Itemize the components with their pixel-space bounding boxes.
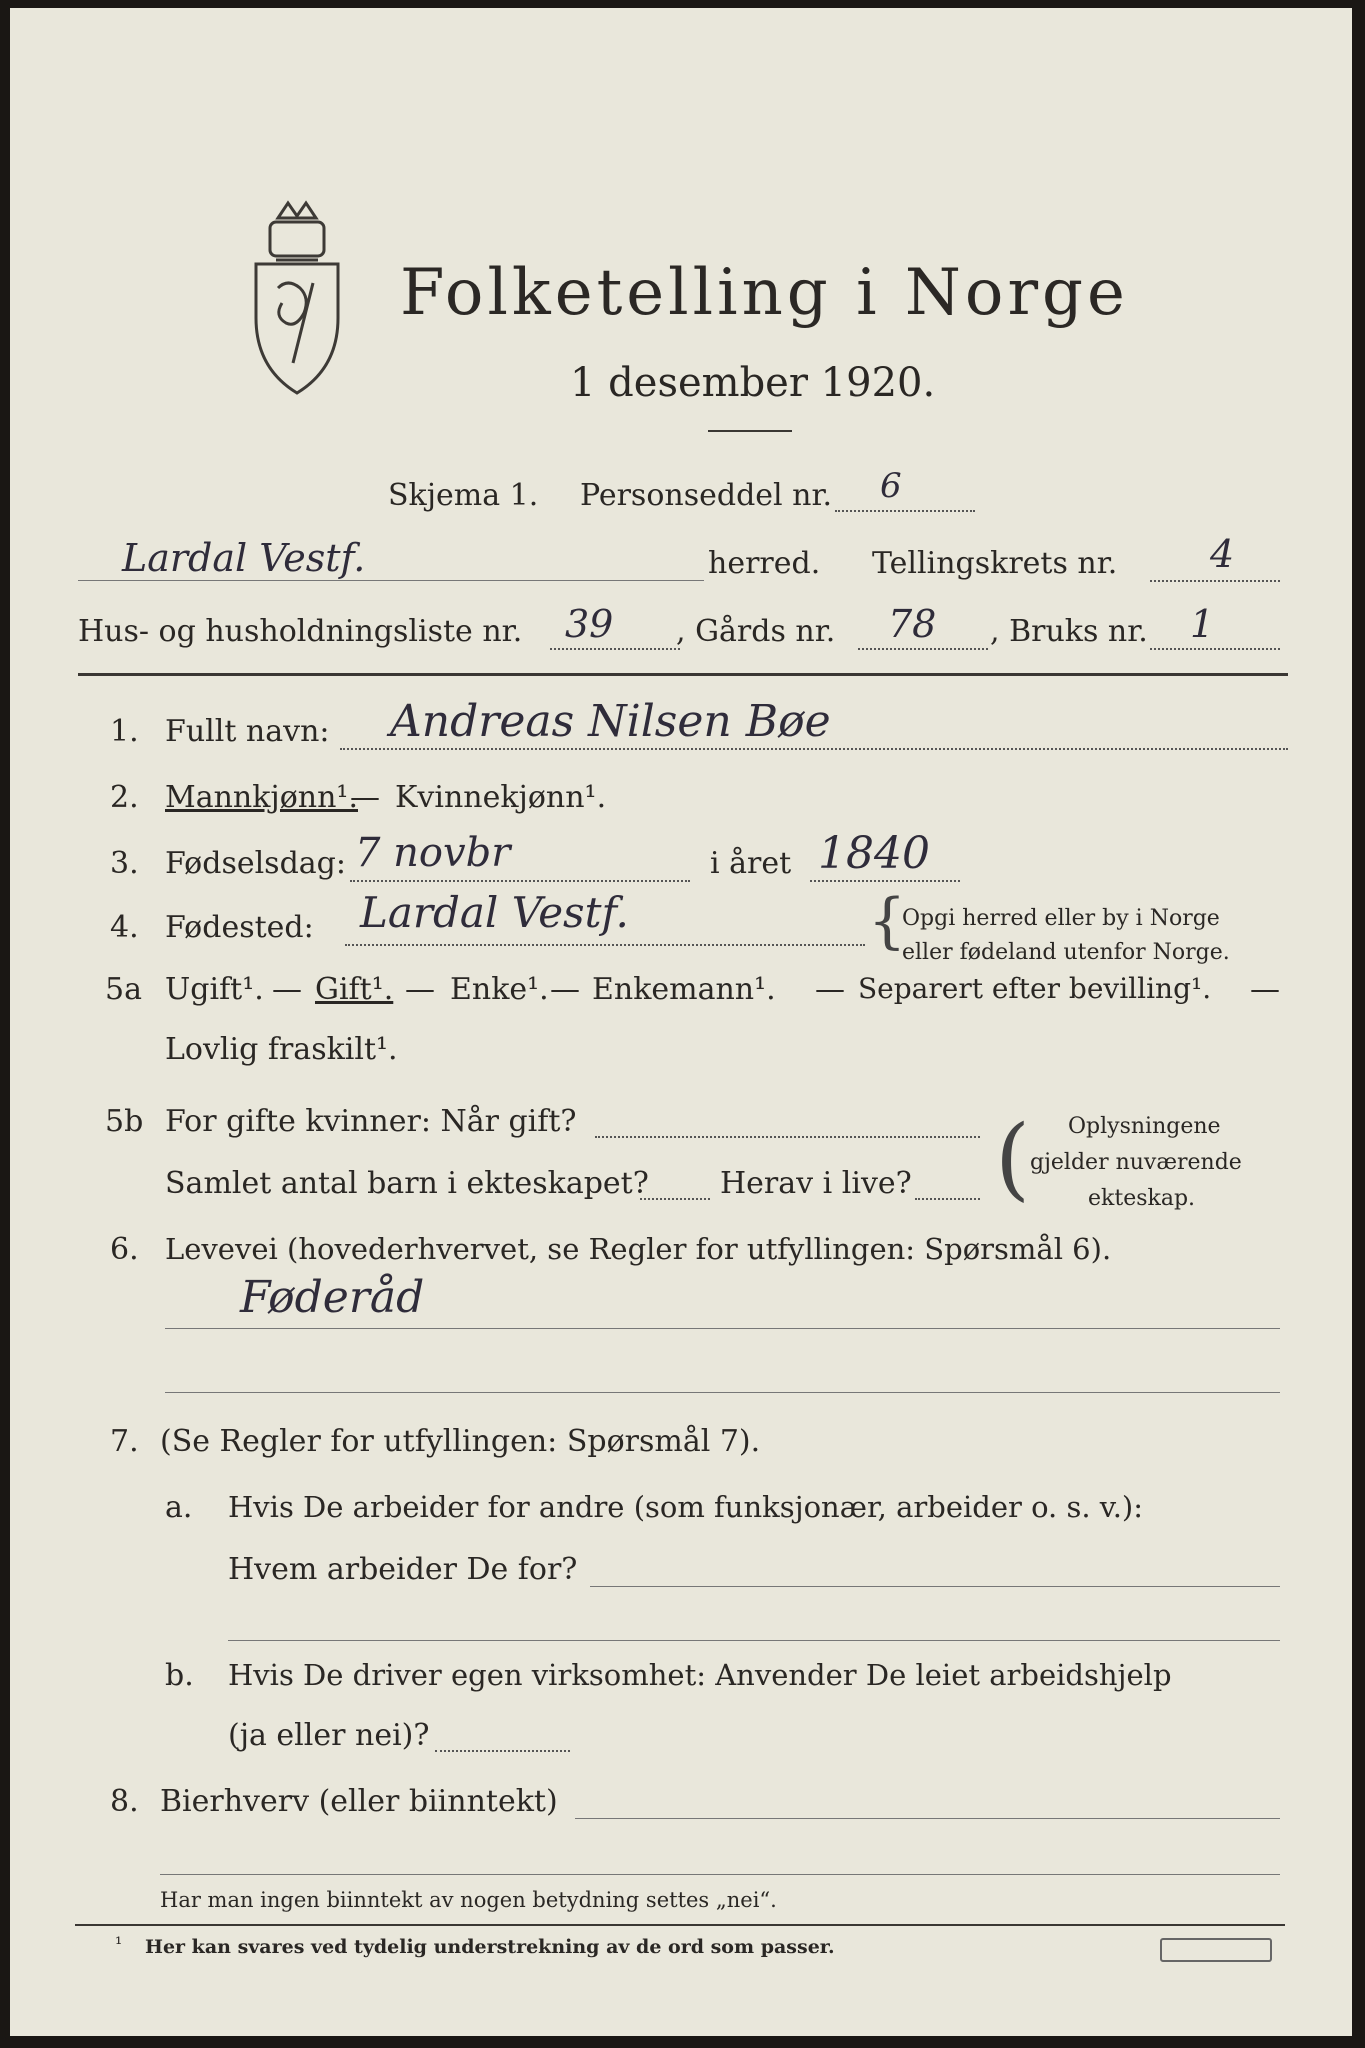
coat-of-arms-emblem bbox=[238, 198, 356, 398]
footnote-divider bbox=[75, 1924, 1285, 1926]
q8-note: Har man ingen biinntekt av nogen betydning settes „nei“. bbox=[160, 1888, 777, 1912]
herred-label: herred. bbox=[708, 546, 821, 581]
q3-year-value: 1840 bbox=[818, 828, 930, 879]
q5b-note-line3: ekteskap. bbox=[1088, 1186, 1196, 1211]
q3-line bbox=[350, 880, 690, 882]
q3-year-line bbox=[810, 880, 960, 882]
q1-label: Fullt navn: bbox=[165, 714, 330, 749]
q5b-note-brace: ( bbox=[995, 1106, 1031, 1211]
q5a-dash2: — bbox=[405, 972, 435, 1007]
q1-line bbox=[340, 748, 1288, 750]
q4-number: 4. bbox=[110, 910, 139, 945]
q1-number: 1. bbox=[110, 714, 139, 749]
q7-label: (Se Regler for utfyllingen: Spørsmål 7). bbox=[160, 1424, 761, 1459]
q7a-line1 bbox=[590, 1586, 1280, 1587]
q5b-line2 bbox=[640, 1198, 710, 1200]
q5b-label1: For gifte kvinner: Når gift? bbox=[165, 1104, 577, 1139]
q7a-letter: a. bbox=[165, 1490, 193, 1525]
q2-male: Mannkjønn¹. bbox=[165, 780, 358, 815]
bruks-label: , Bruks nr. bbox=[990, 614, 1148, 649]
q5a-enke: Enke¹. bbox=[450, 972, 549, 1007]
q7b-letter: b. bbox=[165, 1658, 194, 1693]
q4-line bbox=[345, 944, 865, 946]
q7b-sub: (ja eller nei)? bbox=[228, 1718, 430, 1753]
q4-note-line2: eller fødeland utenfor Norge. bbox=[902, 940, 1230, 965]
q5a-ugift: Ugift¹. bbox=[165, 972, 264, 1007]
hus-label: Hus- og husholdningsliste nr. bbox=[78, 614, 523, 649]
q3-value: 7 novbr bbox=[355, 830, 511, 876]
q4-value: Lardal Vestf. bbox=[360, 888, 629, 937]
printer-stamp bbox=[1160, 1938, 1272, 1962]
q8-label: Bierhverv (eller biinntekt) bbox=[160, 1784, 558, 1819]
skjema-label: Skjema 1. bbox=[388, 478, 539, 513]
q5b-line1 bbox=[595, 1136, 980, 1138]
q6-value: Føderåd bbox=[240, 1272, 425, 1323]
census-date: 1 desember 1920. bbox=[570, 360, 936, 406]
q6-number: 6. bbox=[110, 1232, 139, 1267]
q7b-label: Hvis De driver egen virksomhet: Anvender De leiet arbeidshjelp bbox=[228, 1658, 1172, 1692]
q4-note-line1: Opgi herred eller by i Norge bbox=[902, 906, 1220, 931]
gards-line bbox=[858, 648, 988, 650]
bruks-line bbox=[1150, 648, 1280, 650]
q6-label: Levevei (hovederhvervet, se Regler for utfyllingen: Spørsmål 6). bbox=[165, 1232, 1112, 1266]
q8-number: 8. bbox=[110, 1784, 139, 1819]
q5a-separert: Separert efter bevilling¹. bbox=[858, 972, 1212, 1005]
q5a-number: 5a bbox=[105, 972, 142, 1007]
q7a-label: Hvis De arbeider for andre (som funksjonær, arbeider o. s. v.): bbox=[228, 1490, 1144, 1524]
q8-line2 bbox=[160, 1874, 1280, 1875]
q7a-sub: Hvem arbeider De for? bbox=[228, 1552, 578, 1587]
q2-number: 2. bbox=[110, 780, 139, 815]
q4-label: Fødested: bbox=[165, 910, 314, 945]
q5a-enkemann: Enkemann¹. bbox=[592, 972, 776, 1007]
q5b-label2: Samlet antal barn i ekteskapet? bbox=[165, 1166, 649, 1201]
q3-label: Fødselsdag: bbox=[165, 846, 346, 881]
title-divider bbox=[708, 430, 792, 432]
q6-line2 bbox=[165, 1392, 1280, 1393]
q5b-note-line2: gjelder nuværende bbox=[1030, 1150, 1242, 1175]
q3-year-label: i året bbox=[710, 846, 792, 881]
q3-number: 3. bbox=[110, 846, 139, 881]
q8-line1 bbox=[575, 1818, 1280, 1819]
q2-sep: — bbox=[350, 780, 380, 815]
q5b-line3 bbox=[915, 1198, 980, 1200]
tellingskrets-value: 4 bbox=[1210, 532, 1235, 576]
q4-note-brace: { bbox=[868, 886, 907, 956]
q7b-line bbox=[435, 1750, 570, 1752]
q2-female: Kvinnekjønn¹. bbox=[395, 780, 607, 815]
form-title: Folketelling i Norge bbox=[400, 256, 1129, 330]
q1-value: Andreas Nilsen Bøe bbox=[390, 696, 831, 747]
q5a-gift: Gift¹. bbox=[315, 972, 394, 1007]
census-form bbox=[10, 8, 1352, 2036]
personseddel-label: Personseddel nr. bbox=[580, 478, 833, 513]
personseddel-value: 6 bbox=[880, 466, 902, 506]
personseddel-line bbox=[835, 510, 975, 512]
q6-line1 bbox=[165, 1328, 1280, 1329]
header-divider bbox=[78, 673, 1288, 676]
q5a-dash3: — bbox=[550, 972, 580, 1007]
q5a-dash4: — bbox=[815, 972, 845, 1007]
q5b-number: 5b bbox=[105, 1104, 144, 1139]
gards-label: , Gårds nr. bbox=[676, 614, 836, 649]
q5a-dash1: — bbox=[272, 972, 302, 1007]
hus-value: 39 bbox=[565, 602, 614, 646]
q5b-note-line1: Oplysningene bbox=[1068, 1114, 1221, 1139]
q7-number: 7. bbox=[110, 1424, 139, 1459]
q5a-dash5: — bbox=[1250, 972, 1280, 1007]
tellingskrets-label: Tellingskrets nr. bbox=[872, 546, 1118, 581]
q5b-label3: Herav i live? bbox=[720, 1166, 912, 1201]
footnote-mark: ¹ bbox=[115, 1934, 123, 1955]
tellingskrets-line bbox=[1150, 580, 1280, 582]
q5a-lovlig: Lovlig fraskilt¹. bbox=[165, 1032, 398, 1067]
herred-value: Lardal Vestf. bbox=[122, 536, 366, 580]
q7a-line2 bbox=[228, 1640, 1280, 1641]
footnote-text: Her kan svares ved tydelig understrekning av de ord som passer. bbox=[145, 1936, 835, 1958]
hus-line bbox=[550, 648, 680, 650]
gards-value: 78 bbox=[888, 602, 937, 646]
bruks-value: 1 bbox=[1190, 602, 1215, 646]
herred-line bbox=[78, 580, 704, 581]
